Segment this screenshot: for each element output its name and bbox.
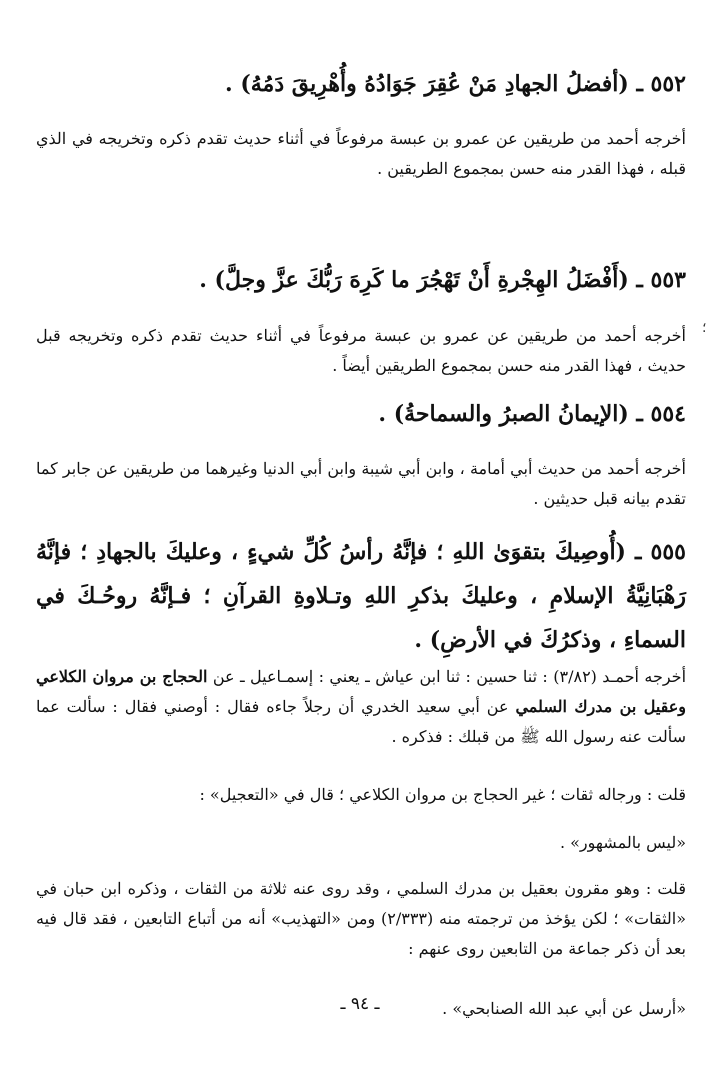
note-2-quote: «أرسل عن أبي عبد الله الصنابحي» . xyxy=(442,999,686,1018)
hadith-552-heading: ٥٥٢ ـ (أفضلُ الجهادِ مَنْ عُقِرَ جَوَادُهُ وأُهْرِيقَ دَمُهُ) . xyxy=(225,71,686,97)
hadith-555-takhrij-start: أخرجه أحمـد (٣/٨٢) : ثنا حسين : ثنا ابن عياش ـ يعني : إسمـاعيل ـ عن xyxy=(212,667,687,686)
hadith-553-takhrij: أخرجه أحمد من طريقين عن عمرو بن عبسة مرفوعاً في أثناء حديث تقدم ذكره وتخريجه قبل حديث ، فهذا القدر منه حسن بمجموع الطريقين أيضاً . xyxy=(36,326,686,375)
hadith-555-heading: ٥٥٥ ـ (أُوصِيكَ بتقوَىٰ اللهِ ؛ فإنَّهُ رأسُ كُلِّ شيءٍ ، وعليكَ بالجهادِ ؛ فإنَّهُ رَهْبَانِيَّةُ الإسلامِ ، وعليكَ بذكرِ اللهِ وتـلاوةِ القرآنِ ؛ فـإنَّهُ روحُـكَ في السماءِ ، وذكرُكَ في الأرضِ) . xyxy=(36,539,686,653)
hadith-555-narrators: الحجاج بن مروان الكلاعي وعقيل بن مدرك السلمي xyxy=(36,667,687,716)
margin-mark: ؛ xyxy=(702,320,707,336)
note-1-quote: «ليس بالمشهور» . xyxy=(559,833,686,852)
hadith-554-takhrij: أخرجه أحمد من حديث أبي أمامة ، وابن أبي شيبة وابن أبي الدنيا وغيرهما من طريقين عن جابر كما تقدم بيانه قبل حديثين . xyxy=(36,459,686,508)
hadith-554-heading: ٥٥٤ ـ (الإيمانُ الصبرُ والسماحةُ) . xyxy=(378,401,686,427)
note-2-text: قلت : وهو مقرون بعقيل بن مدرك السلمي ، وقد روى عنه ثلاثة من الثقات ، وذكره ابن حبان في «الثقات» ؛ لكن يؤخذ من ترجمته منه (٢/٣٣٣) ومن «التهذيب» أنه من أتباع التابعين ، فقد قال فيه بعد أن ذكر جماعة من التابعين روى عنهم : xyxy=(36,879,687,958)
page-number: ـ ٩٤ ـ xyxy=(340,994,380,1014)
hadith-555-takhrij-end: عن أبي سعيد الخدري أن رجلاً جاءه فقال : أوصني فقال : سألت عما سألت عنه رسول الله ﷺ من قبلك : فذكره . xyxy=(36,697,686,746)
hadith-552-takhrij: أخرجه أحمد من طريقين عن عمرو بن عبسة مرفوعاً في أثناء حديث تقدم ذكره وتخريجه في الذي قبله ، فهذا القدر منه حسن بمجموع الطريقين . xyxy=(36,129,686,178)
note-1-text: قلت : ورجاله ثقات ؛ غير الحجاج بن مروان الكلاعي ؛ قال في «التعجيل» : xyxy=(199,785,686,804)
hadith-555-takhrij xyxy=(36,662,686,752)
hadith-553-heading: ٥٥٣ ـ (أَفْضَلُ الهِجْرةِ أَنْ تَهْجُرَ ما كَرِهَ رَبُّكَ عزَّ وجلَّ) . xyxy=(199,267,686,293)
